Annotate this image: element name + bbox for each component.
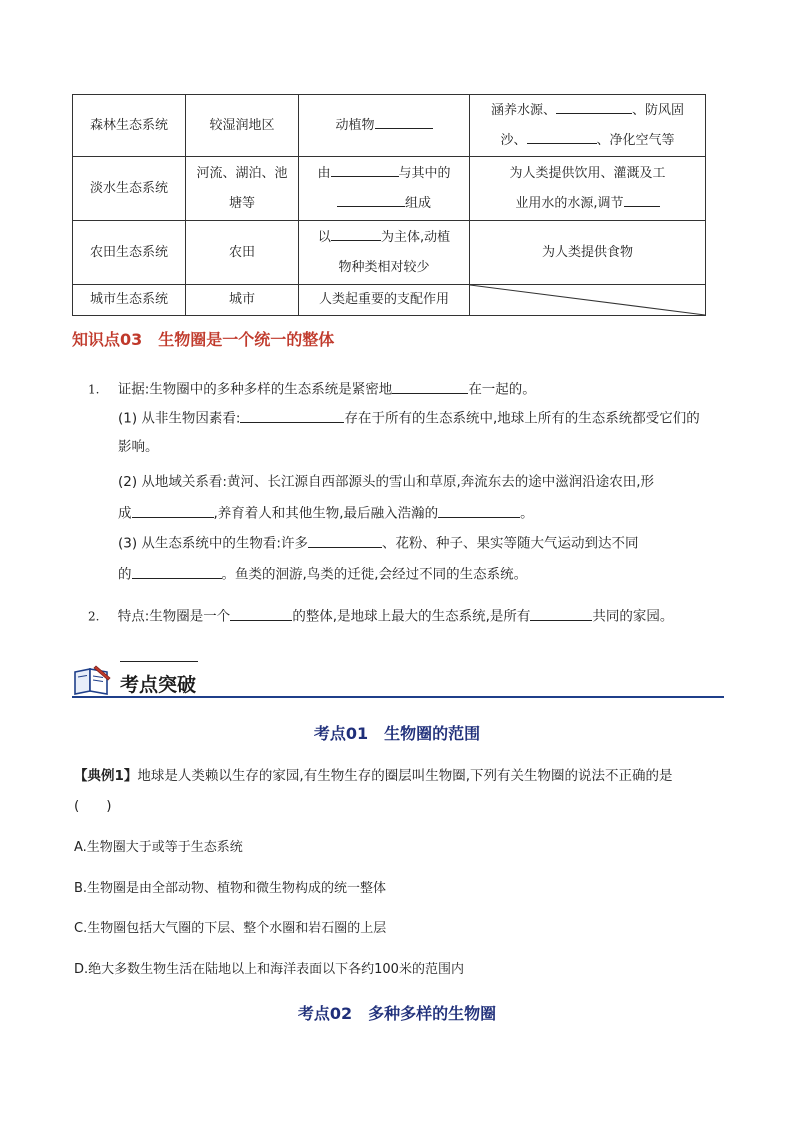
fill-blank	[438, 503, 520, 518]
item-text: 存在于所有的生态系统中,地球上所有的生态系统都受它们的	[344, 410, 700, 427]
item-text: 的整体,是地球上最大的生态系统,是所有	[292, 608, 531, 625]
fill-blank	[132, 564, 222, 579]
table-cell: 森林生态系统	[73, 95, 186, 157]
table-row	[73, 157, 706, 221]
table-cell: 较湿润地区	[186, 95, 299, 157]
list-item-1	[88, 379, 536, 400]
fill-blank	[337, 193, 405, 207]
table-cell: 城市生态系统	[73, 285, 186, 316]
item-text: 。	[520, 505, 534, 522]
table-cell: 人类起重要的支配作用	[299, 285, 470, 316]
sub-item-3-cont	[118, 564, 527, 585]
cell-text: 由	[317, 165, 331, 181]
fill-blank	[132, 503, 214, 518]
table-row	[73, 95, 706, 157]
cell-text: 组成	[404, 195, 431, 211]
cell-text: 与其中的	[398, 165, 451, 181]
ecosystem-table	[72, 94, 706, 316]
fill-blank	[556, 100, 632, 114]
fill-blank	[375, 115, 433, 129]
item-text: 证据:生物圈中的多种多样的生态系统是紧密地	[117, 381, 393, 398]
item-text: 在一起的。	[468, 381, 536, 398]
banner-title: 考点突破	[120, 674, 197, 696]
fill-blank	[624, 193, 660, 207]
answer-paren: ( )	[74, 798, 112, 814]
cell-text: 动植物	[335, 117, 375, 133]
option-c: C.生物圈包括大气圈的下层、整个水圈和岩石圈的上层	[74, 921, 387, 936]
item-number: 2.	[88, 609, 100, 624]
table-cell	[186, 157, 299, 221]
section-title-kp03: 知识点03 生物圈是一个统一的整体	[72, 330, 335, 349]
table-row	[73, 285, 706, 316]
item-text: 特点:生物圈是一个	[117, 608, 231, 625]
item-number: 1.	[88, 382, 100, 397]
sub-item-1-cont: 影响。	[118, 439, 159, 455]
item-text: (1) 从非生物因素看:	[118, 410, 241, 427]
fill-blank	[392, 379, 468, 394]
fill-blank	[230, 606, 292, 621]
cell-text: 物种类相对较少	[338, 259, 430, 275]
item-text: 的	[118, 566, 132, 583]
item-text: ,养育着人和其他生物,最后融入浩瀚的	[213, 505, 439, 522]
option-d: D.绝大多数生物生活在陆地以上和海洋表面以下各约100米的范围内	[74, 962, 464, 977]
diagonal-slash	[470, 285, 705, 315]
sub-item-3	[118, 533, 638, 554]
banner-divider	[72, 696, 724, 698]
banner-top-rule	[120, 661, 198, 662]
item-text: 、花粉、种子、果实等随大气运动到达不同	[381, 535, 639, 552]
section-title-02: 考点02 多种多样的生物圈	[297, 1004, 497, 1023]
list-item-2	[88, 606, 673, 627]
cell-text: 塘等	[228, 195, 255, 211]
table-cell-empty-diagonal	[470, 285, 706, 316]
cell-text: 涵养水源、	[490, 102, 556, 118]
cell-text: 、净化空气等	[596, 132, 675, 148]
sub-item-2-cont	[118, 503, 534, 524]
book-pen-icon	[72, 664, 112, 696]
table-cell	[470, 157, 706, 221]
fill-blank	[308, 533, 382, 548]
example-tag: 【典例1】	[74, 768, 138, 784]
table-cell	[299, 157, 470, 221]
fill-blank	[530, 606, 592, 621]
table-cell: 城市	[186, 285, 299, 316]
fill-blank	[331, 227, 381, 241]
cell-text: 以	[317, 229, 331, 245]
cell-text: 沙、	[500, 132, 527, 148]
cell-text: 为主体,动植	[380, 229, 451, 245]
table-cell: 为人类提供食物	[470, 221, 706, 285]
item-text: 。鱼类的洄游,鸟类的迁徙,会经过不同的生态系统。	[221, 566, 528, 583]
option-b: B.生物圈是由全部动物、植物和微生物构成的统一整体	[74, 881, 387, 896]
cell-text: 业用水的水源,调节	[515, 195, 624, 211]
table-cell	[299, 221, 470, 285]
example-question	[74, 765, 726, 787]
cell-text: 河流、湖泊、池	[196, 165, 288, 181]
item-text: (3) 从生态系统中的生物看:许多	[118, 535, 308, 552]
cell-text: 为人类提供饮用、灌溉及工	[509, 165, 666, 181]
table-cell	[470, 95, 706, 157]
section-title-01: 考点01 生物圈的范围	[313, 724, 481, 743]
table-cell: 农田生态系统	[73, 221, 186, 285]
table-cell: 淡水生态系统	[73, 157, 186, 221]
item-text: 共同的家园。	[592, 608, 674, 625]
sub-item-2: (2) 从地域关系看:黄河、长江源自西部源头的雪山和草原,奔流东去的途中滋润沿途农田,形	[118, 474, 655, 490]
option-a: A.生物圈大于或等于生态系统	[74, 840, 243, 855]
fill-blank	[527, 130, 597, 144]
table-row	[73, 221, 706, 285]
fill-blank	[240, 408, 344, 423]
item-text: 成	[118, 505, 132, 522]
question-text: 地球是人类赖以生存的家园,有生物生存的圈层叫生物圈,下列有关生物圈的说法不正确的是	[137, 768, 673, 784]
fill-blank	[331, 163, 399, 177]
table-cell	[299, 95, 470, 157]
table-cell: 农田	[186, 221, 299, 285]
cell-text: 、防风固	[632, 102, 685, 118]
sub-item-1	[118, 408, 700, 429]
